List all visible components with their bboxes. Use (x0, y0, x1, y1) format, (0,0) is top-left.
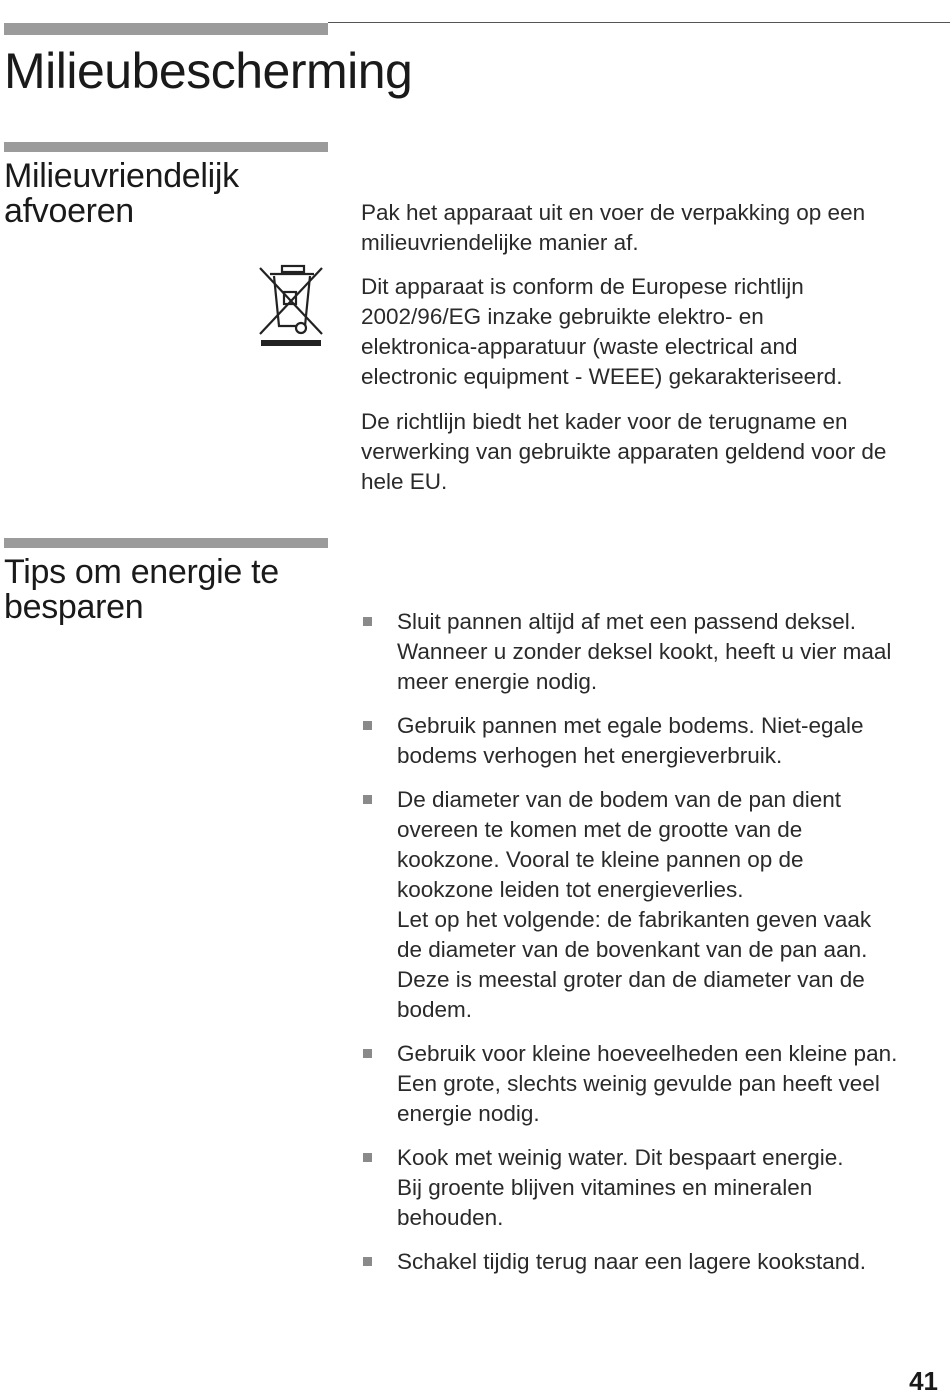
list-item-line: Bij groente blijven vitamines en mineralen (397, 1175, 813, 1200)
list-item-line: Let op het volgende: de fabrikanten geven vaak (397, 907, 872, 932)
list-item-line: Gebruik voor kleine hoeveelheden een kleine pan. (397, 1041, 898, 1066)
list-item (361, 607, 941, 697)
list-item-line: Gebruik pannen met egale bodems. Niet-egale (397, 713, 864, 738)
paragraph-line: elektronica-apparatuur (waste electrical and (361, 334, 798, 359)
section-title-line: Milieuvriendelijk (4, 157, 239, 195)
list-item-line: Schakel tijdig terug naar een lagere kookstand. (397, 1249, 867, 1274)
section-title-line: Tips om energie te (4, 553, 279, 591)
page-number: 41 (909, 1366, 938, 1396)
bullet-square-icon (363, 795, 372, 804)
paragraph (361, 272, 941, 392)
paragraph-line: verwerking van gebruikte apparaten geldend voor de (361, 439, 887, 464)
paragraph (361, 407, 941, 497)
list-item-line: energie nodig. (397, 1101, 540, 1126)
header-rule (328, 22, 950, 23)
list-item-line: bodems verhogen het energieverbruik. (397, 743, 783, 768)
list-item (361, 711, 941, 771)
paragraph-line: De richtlijn biedt het kader voor de terugname en (361, 409, 848, 434)
section-title-disposal (4, 159, 239, 229)
weee-crossed-bin-icon (256, 264, 328, 348)
section-title-line: afvoeren (4, 192, 134, 230)
list-item-line: De diameter van de bodem van de pan dient (397, 787, 842, 812)
paragraph-line: Pak het apparaat uit en voer de verpakking op een (361, 200, 866, 225)
list-item-line: meer energie nodig. (397, 669, 598, 694)
section-title-energy (4, 555, 279, 625)
bullet-square-icon (363, 721, 372, 730)
list-item-line: Kook met weinig water. Dit bespaart energie. (397, 1145, 844, 1170)
section-bar-energy (4, 538, 328, 548)
paragraph-line: hele EU. (361, 469, 448, 494)
list-item-line: Een grote, slechts weinig gevulde pan heeft veel (397, 1071, 880, 1096)
paragraph-line: Dit apparaat is conform de Europese richtlijn (361, 274, 804, 299)
list-item-line: Deze is meestal groter dan de diameter van de (397, 967, 865, 992)
page-title: Milieubescherming (4, 43, 413, 99)
list-item (361, 785, 941, 1025)
paragraph-line: electronic equipment - WEEE) gekarakteriseerd. (361, 364, 843, 389)
list-item-line: Wanneer u zonder deksel kookt, heeft u vier maal (397, 639, 892, 664)
list-item-line: bodem. (397, 997, 473, 1022)
list-item-line: Sluit pannen altijd af met een passend deksel. (397, 609, 857, 634)
bullet-square-icon (363, 1153, 372, 1162)
list-item-line: overeen te komen met de grootte van de (397, 817, 803, 842)
list-item (361, 1039, 941, 1129)
list-item (361, 1247, 941, 1277)
bullet-square-icon (363, 1257, 372, 1266)
list-item-line: de diameter van de bovenkant van de pan aan. (397, 937, 868, 962)
list-item-line: kookzone. Vooral te kleine pannen op de (397, 847, 804, 872)
section-title-line: besparen (4, 588, 144, 626)
paragraph-line: 2002/96/EG inzake gebruikte elektro- en (361, 304, 764, 329)
energy-tips-list (361, 607, 941, 1291)
section-bar-disposal (4, 142, 328, 152)
list-item-line: behouden. (397, 1205, 504, 1230)
paragraph (361, 198, 941, 258)
bullet-square-icon (363, 1049, 372, 1058)
header-bar (4, 23, 328, 35)
bullet-square-icon (363, 617, 372, 626)
list-item (361, 1143, 941, 1233)
paragraph-line: milieuvriendelijke manier af. (361, 230, 639, 255)
list-item-line: kookzone leiden tot energieverlies. (397, 877, 744, 902)
